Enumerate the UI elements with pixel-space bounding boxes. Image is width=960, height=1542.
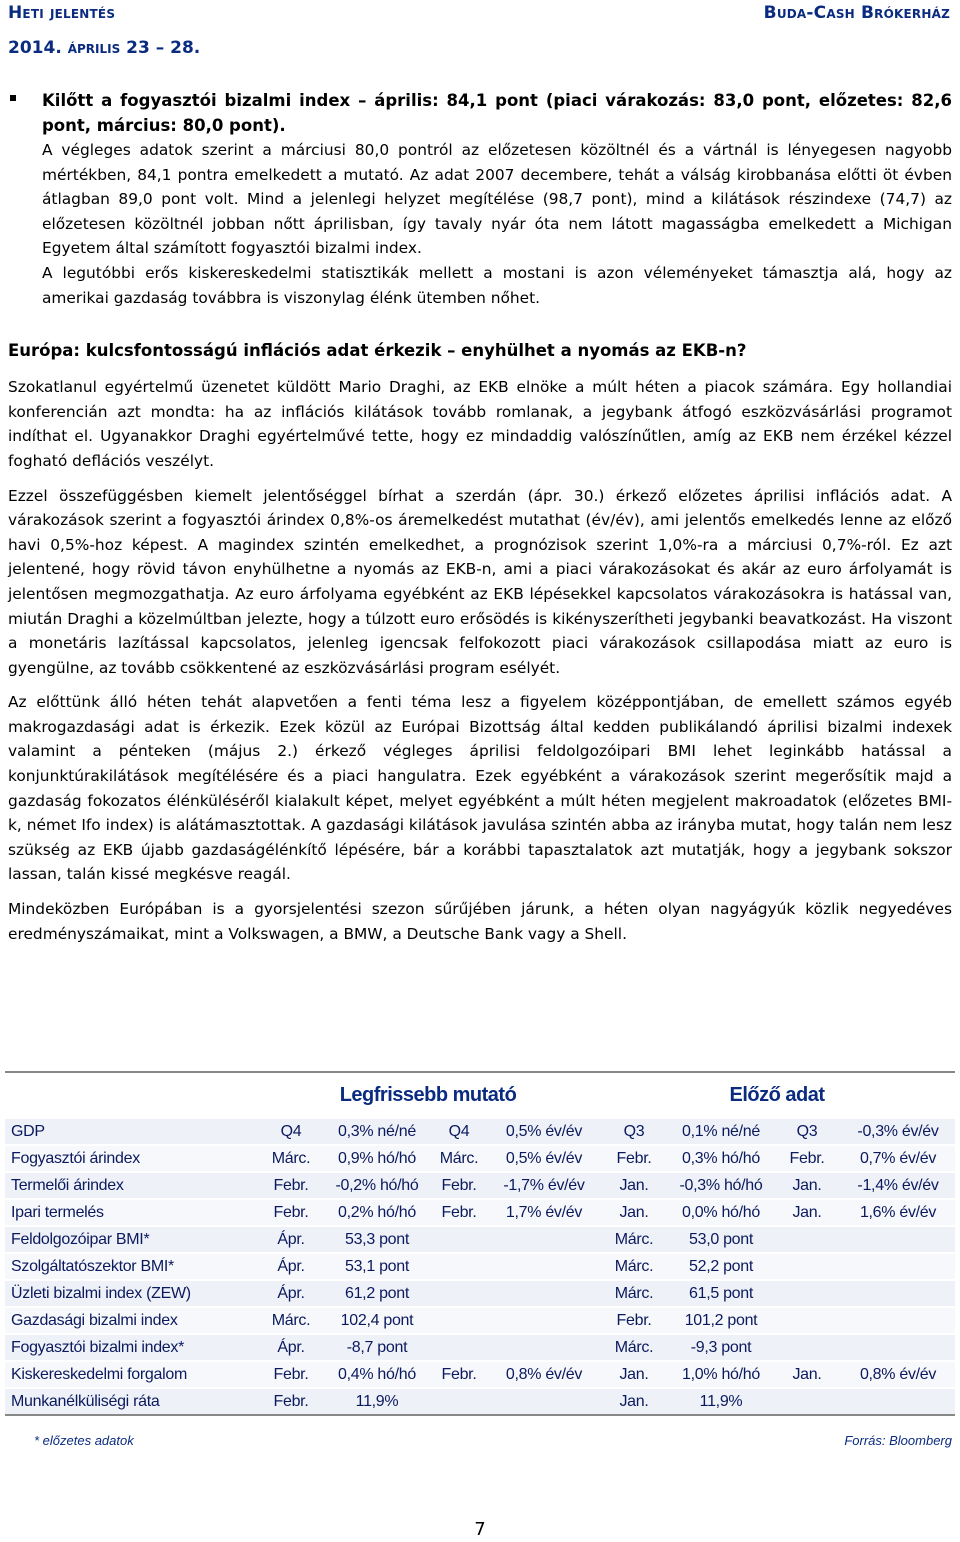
table-cell: 0,5% év/év — [489, 1118, 599, 1145]
header-previous: Előző adat — [599, 1072, 955, 1118]
table-body — [5, 1118, 955, 1415]
table-cell — [773, 1253, 841, 1280]
table-cell: 102,4 pont — [325, 1307, 429, 1334]
table-cell — [841, 1280, 955, 1307]
table-cell — [773, 1226, 841, 1253]
table-cell: 0,1% né/né — [669, 1118, 773, 1145]
table-row — [5, 1361, 955, 1388]
table-row — [5, 1280, 955, 1307]
table-cell: 53,1 pont — [325, 1253, 429, 1280]
table-cell — [429, 1334, 489, 1361]
table-cell: Ápr. — [257, 1226, 325, 1253]
table-cell — [489, 1253, 599, 1280]
indicator-name: GDP — [5, 1118, 257, 1145]
table-cell: -8,7 pont — [325, 1334, 429, 1361]
table-cell: 11,9% — [325, 1388, 429, 1415]
table-cell: Febr. — [599, 1145, 669, 1172]
table-cell: Febr. — [257, 1361, 325, 1388]
table-cell: 53,3 pont — [325, 1226, 429, 1253]
table-row — [5, 1199, 955, 1226]
paragraph: Mindeközben Európában is a gyorsjelentési szezon sűrűjében járunk, a héten olyan nagyágyúk közlik negyedéves eredményszámaikat, mint a Volkswagen, a BMW, a Deutsche Bank vagy a Shell. — [8, 900, 952, 943]
table-cell: 53,0 pont — [669, 1226, 773, 1253]
indicator-name: Szolgáltatószektor BMI* — [5, 1253, 257, 1280]
square-bullet-icon — [10, 95, 16, 101]
table-cell — [489, 1307, 599, 1334]
table-cell — [773, 1334, 841, 1361]
table-cell: -0,2% hó/hó — [325, 1172, 429, 1199]
table-cell: Febr. — [429, 1199, 489, 1226]
table-cell: Q4 — [257, 1118, 325, 1145]
table-cell: 0,8% év/év — [841, 1361, 955, 1388]
table-cell: Jan. — [599, 1361, 669, 1388]
table-cell — [429, 1388, 489, 1415]
table-cell: 0,4% hó/hó — [325, 1361, 429, 1388]
table-cell: Febr. — [429, 1361, 489, 1388]
table-cell — [773, 1307, 841, 1334]
table-cell — [429, 1253, 489, 1280]
table-cell: Márc. — [257, 1145, 325, 1172]
table-cell: -9,3 pont — [669, 1334, 773, 1361]
table-cell: Jan. — [773, 1172, 841, 1199]
table-cell — [841, 1226, 955, 1253]
table-cell: 101,2 pont — [669, 1307, 773, 1334]
europe-heading: Európa: kulcsfontosságú inflációs adat érkezik – enyhülhet a nyomás az EKB-n? — [8, 341, 747, 361]
indicator-name: Feldolgozóipar BMI* — [5, 1226, 257, 1253]
table-cell: Jan. — [773, 1199, 841, 1226]
indicator-name: Ipari termelés — [5, 1199, 257, 1226]
table-cell: 0,3% hó/hó — [669, 1145, 773, 1172]
table-cell: 0,8% év/év — [489, 1361, 599, 1388]
macro-data-table — [5, 1071, 955, 1416]
table-cell: -0,3% év/év — [841, 1118, 955, 1145]
paragraph: A végleges adatok szerint a márciusi 80,0 pontról az előzetesen közöltnél és a vártnál is lényegesen nagyobb mértékben, 84,1 pontra emelkedett a mutató. Az adat 2007 decembere, tehát a válság kirobbanása előtti öt évben átlagban 89,0 pont volt. Mind a jelenlegi helyzet megítélése (98,7 pont), mind a kilátások részindexe (74,7) az előzetesen közöltnél jobban nőtt áprilisban, így tavaly nyár óta nem látott magasságba emelkedett a Michigan Egyetem által számított fogyasztói bizalmi index. — [42, 141, 952, 258]
table-cell: Jan. — [599, 1199, 669, 1226]
table-header-row — [5, 1072, 955, 1118]
table-cell: 0,0% hó/hó — [669, 1199, 773, 1226]
indicator-name: Gazdasági bizalmi index — [5, 1307, 257, 1334]
table-cell — [489, 1280, 599, 1307]
brand-name: Buda-Cash Brókerház — [763, 3, 950, 23]
table-cell: 61,5 pont — [669, 1280, 773, 1307]
table-cell — [489, 1226, 599, 1253]
table-row — [5, 1307, 955, 1334]
table-cell: Ápr. — [257, 1334, 325, 1361]
table-cell — [489, 1388, 599, 1415]
table-cell: Q3 — [599, 1118, 669, 1145]
table-cell: -0,3% hó/hó — [669, 1172, 773, 1199]
table-row — [5, 1253, 955, 1280]
table-cell: Febr. — [599, 1307, 669, 1334]
table-cell: Febr. — [257, 1388, 325, 1415]
table-cell: 0,9% hó/hó — [325, 1145, 429, 1172]
table-cell: 0,3% né/né — [325, 1118, 429, 1145]
indicator-name: Üzleti bizalmi index (ZEW) — [5, 1280, 257, 1307]
table-cell: Márc. — [599, 1334, 669, 1361]
table-cell: Jan. — [599, 1388, 669, 1415]
table-cell — [841, 1253, 955, 1280]
table-row — [5, 1388, 955, 1415]
indicator-name: Fogyasztói árindex — [5, 1145, 257, 1172]
section-title: Kilőtt a fogyasztói bizalmi index – április: 84,1 pont (piaci várakozás: 83,0 pont, előzetes: 82,6 pont, március: 80,0 pont). — [42, 91, 952, 135]
table-cell — [841, 1334, 955, 1361]
table-cell: Ápr. — [257, 1280, 325, 1307]
indicator-name: Munkanélküliségi ráta — [5, 1388, 257, 1415]
paragraph: A legutóbbi erős kiskereskedelmi statisztikák mellett a mostani is azon véleményeket támasztja alá, hogy az amerikai gazdaság továbbra is viszonylag élénk ütemben nőhet. — [42, 263, 952, 307]
paragraph: Ezzel összefüggésben kiemelt jelentőséggel bírhat a szerdán (ápr. 30.) érkező előzetes áprilisi inflációs adat. A várakozások szerint a fogyasztói árindex 0,8%-os áremelkedést mutathat (év/év), ami jelentős emelkedés lenne az előző havi 0,5%-hoz képest. A magindex szintén emelkedhet, a prognózisok szerint 1,0%-ra a márciusi 0,7%-ról. Ez azt jelentené, hogy rövid távon enyhülhetne a nyomás az EKB-n, ami a piaci várakozásokat és akár az euro árfolyamát is jelentősen megmozgathatja. Az euro árfolyama egyébként az EKB lépésekkel kapcsolatos várakozásokra is hatással van, miután Draghi a közelmúltban jelezte, hogy a túlzott euro erősödés is kikényszerítheti jegybanki beavatkozást. Ha viszont a monetáris lazítással kapcsolatos, jelenleg igencsak felfokozott piaci várakozások csillapodása miatt az euro is gyengülne, az tovább csökkentené az eszközvásárlási program esélyét. — [8, 486, 952, 677]
table-cell — [429, 1307, 489, 1334]
table-cell: 0,7% év/év — [841, 1145, 955, 1172]
table-cell: Q3 — [773, 1118, 841, 1145]
report-title: Heti jelentés — [8, 3, 116, 23]
table-cell: 1,7% év/év — [489, 1199, 599, 1226]
paragraph: Az előttünk álló héten tehát alapvetően a fenti téma lesz a figyelem középpontjában, de emellett számos egyéb makrogazdasági adat is érkezik. Ezek közül az Európai Bizottság által kedden publikálandó áprilisi bizalmi indexek valamint a pénteken (május 2.) érkező végleges áprilisi feldolgozóipari BMI lehet leginkább hatással a konjunktúrakilátások megítélésére és a piaci hangulatra. Ezek egyébként a várakozások szerint megerősítik majd a gazdaság fokozatos élénküléséről kialakult képet, melyet egyébként a múlt héten megjelent makroadatok (előzetes BMI-k, német Ifo index) is alátámasztottak. A gazdasági kilátások javulása szintén abba az irányba mutat, hogy talán nem lesz szükség az EKB újabb gazdaságélénkítő lépésére, bár a korábbi tapasztalatok azt mutatják, hogy a jegybank sokszor lassan, talán kissé megkésve reagál. — [8, 693, 952, 884]
paragraph: Szokatlanul egyértelmű üzenetet küldött Mario Draghi, az EKB elnöke a múlt héten a piacok számára. Egy hollandiai konferencián azt mondta: ha az inflációs kilátások tovább romlanak, a jegybank átfogó eszközvásárlási programot indíthat el. Ugyanakkor Draghi egyértelművé tette, hogy ez mindaddig valószínűtlen, amíg az EKB nem érzékel kézzel fogható deflációs veszélyt. — [8, 378, 952, 470]
table-cell — [841, 1388, 955, 1415]
table-cell: 61,2 pont — [325, 1280, 429, 1307]
table-cell — [429, 1226, 489, 1253]
table-cell: Márc. — [257, 1307, 325, 1334]
table-cell: -1,7% év/év — [489, 1172, 599, 1199]
table-cell: 0,2% hó/hó — [325, 1199, 429, 1226]
footnote-preliminary: * előzetes adatok — [34, 1433, 134, 1448]
table-cell: 11,9% — [669, 1388, 773, 1415]
table-cell: 52,2 pont — [669, 1253, 773, 1280]
table-cell: 0,5% év/év — [489, 1145, 599, 1172]
table-cell: Jan. — [599, 1172, 669, 1199]
table-cell: 1,0% hó/hó — [669, 1361, 773, 1388]
table-cell — [429, 1280, 489, 1307]
table-cell: Febr. — [257, 1172, 325, 1199]
macro-data-table-container — [5, 1071, 955, 1416]
header-latest: Legfrissebb mutató — [257, 1072, 599, 1118]
table-cell — [773, 1388, 841, 1415]
us-sentiment-section — [42, 88, 952, 310]
table-cell: Márc. — [599, 1253, 669, 1280]
table-cell: Jan. — [773, 1361, 841, 1388]
page-number: 7 — [474, 1519, 486, 1540]
table-cell — [773, 1280, 841, 1307]
table-cell: Márc. — [599, 1226, 669, 1253]
indicator-name: Fogyasztói bizalmi index* — [5, 1334, 257, 1361]
footnote-source: Forrás: Bloomberg — [844, 1433, 952, 1448]
table-cell — [489, 1334, 599, 1361]
table-row — [5, 1145, 955, 1172]
table-cell: Márc. — [599, 1280, 669, 1307]
table-cell: Febr. — [429, 1172, 489, 1199]
table-cell: 1,6% év/év — [841, 1199, 955, 1226]
table-cell: -1,4% év/év — [841, 1172, 955, 1199]
table-row — [5, 1118, 955, 1145]
report-date: 2014. április 23 – 28. — [8, 38, 201, 58]
table-cell: Ápr. — [257, 1253, 325, 1280]
indicator-name: Termelői árindex — [5, 1172, 257, 1199]
indicator-name: Kiskereskedelmi forgalom — [5, 1361, 257, 1388]
table-cell: Febr. — [257, 1199, 325, 1226]
table-cell: Febr. — [773, 1145, 841, 1172]
table-cell — [841, 1307, 955, 1334]
table-cell: Q4 — [429, 1118, 489, 1145]
table-row — [5, 1172, 955, 1199]
table-row — [5, 1226, 955, 1253]
report-body — [8, 88, 952, 946]
table-row — [5, 1334, 955, 1361]
table-cell: Márc. — [429, 1145, 489, 1172]
